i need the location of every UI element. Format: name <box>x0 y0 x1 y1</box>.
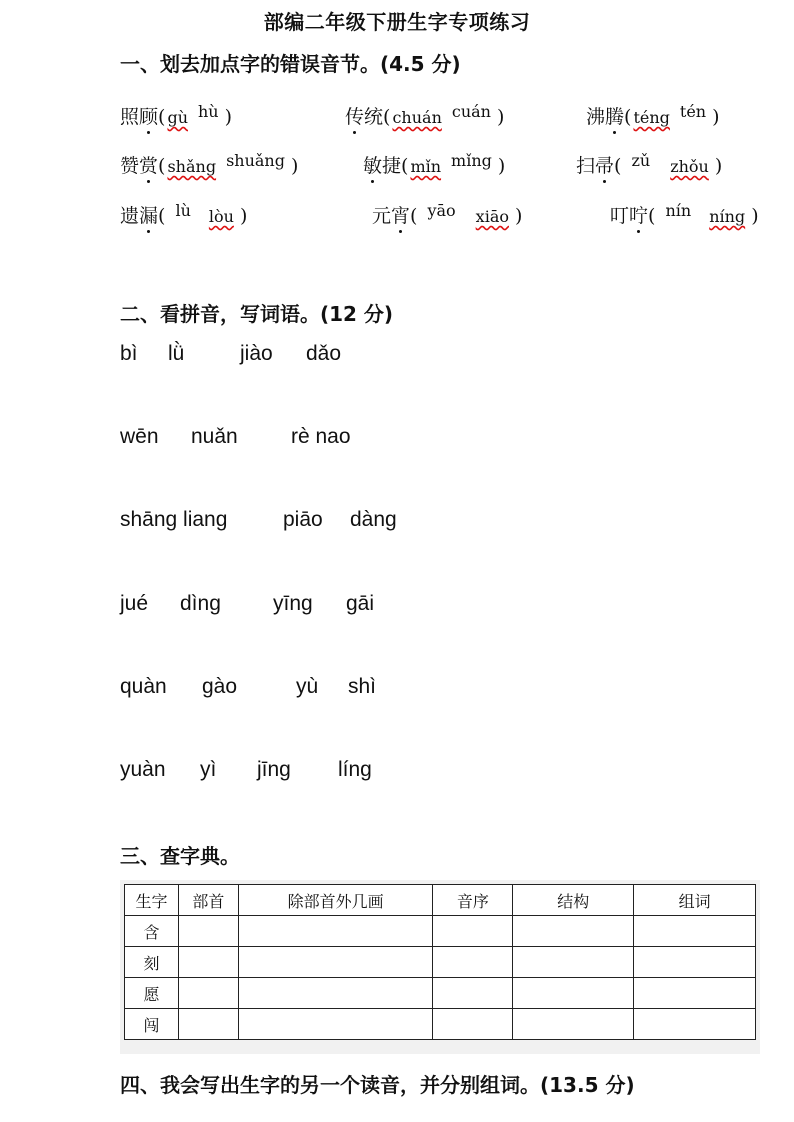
pinyin-syllable: yù <box>296 675 319 698</box>
q1-word <box>576 155 614 177</box>
table-row <box>125 916 756 947</box>
q1-word <box>586 106 624 128</box>
pinyin-syllable: wēn <box>120 425 159 448</box>
q1-word <box>363 155 401 177</box>
pinyin-syllable: quàn <box>120 675 167 698</box>
section-3-heading: 三、查字典。 <box>120 844 240 868</box>
answer-cell[interactable] <box>634 978 756 1009</box>
word-char: 扫 <box>576 155 596 177</box>
header-cell: 音序 <box>433 885 513 916</box>
page-title: 部编二年级下册生字专项练习 <box>263 10 531 34</box>
header-cell: 除部首外几画 <box>238 885 433 916</box>
pinyin-syllable: shāng liang <box>120 508 228 531</box>
char-cell: 含 <box>125 916 179 947</box>
answer-cell[interactable] <box>238 978 433 1009</box>
q1-word <box>120 155 158 177</box>
q1-pinyin-a: xiāo <box>475 207 509 226</box>
char-cell: 愿 <box>125 978 179 1009</box>
table-row <box>125 978 756 1009</box>
char-cell: 刻 <box>125 947 179 978</box>
pinyin-syllable: bì <box>120 342 138 365</box>
pinyin-syllable: dàng <box>350 508 397 531</box>
q1-item: 遗漏( $^{lù}$ lòu ) <box>120 201 248 227</box>
answer-cell[interactable] <box>433 947 513 978</box>
dotted-char: 咛 <box>629 205 649 227</box>
word-char: 统 <box>364 106 384 128</box>
pinyin-syllable: yīng <box>273 592 313 615</box>
answer-cell[interactable] <box>433 978 513 1009</box>
q1-pinyin-b: mǐng <box>451 151 492 170</box>
q1-row <box>120 201 790 237</box>
table-row <box>125 947 756 978</box>
section-2-heading: 二、看拼音，写词语。(12 分) <box>120 302 394 326</box>
pinyin-syllable: lǜ <box>168 342 185 365</box>
word-char: 赞 <box>120 155 140 177</box>
header-cell: 部首 <box>178 885 238 916</box>
dotted-char: 漏 <box>139 205 159 227</box>
pinyin-syllable: jué <box>120 592 149 615</box>
answer-cell[interactable] <box>634 1009 756 1040</box>
pinyin-syllable: gāi <box>346 592 375 615</box>
word-char: 叮 <box>610 205 630 227</box>
q1-item: 叮咛( $^{nín}$ níng ) <box>610 201 759 227</box>
answer-cell[interactable] <box>238 916 433 947</box>
answer-cell[interactable] <box>513 947 634 978</box>
q1-pinyin-b: hù <box>198 102 219 121</box>
q1-word <box>345 106 383 128</box>
pinyin-syllable: dǎo <box>306 342 342 365</box>
q1-pinyin-b: lù <box>175 201 191 220</box>
dotted-char: 宵 <box>391 205 411 227</box>
q1-pinyin-a: gù <box>167 108 188 127</box>
dotted-char: 赏 <box>139 155 159 177</box>
answer-cell[interactable] <box>513 1009 634 1040</box>
q1-pinyin-b: tén <box>679 102 707 121</box>
section-4-heading: 四、我会写出生字的另一个读音，并分别组词。(13.5 分) <box>120 1073 635 1097</box>
header-cell: 组词 <box>634 885 756 916</box>
dotted-char: 腾 <box>605 106 625 128</box>
q1-pinyin-b: zǔ <box>631 151 651 170</box>
q1-pinyin-a: níng <box>709 207 746 226</box>
q1-item: 扫帚( $^{zǔ}$ zhǒu ) <box>576 151 723 177</box>
q1-pinyin-b: shuǎng <box>226 151 285 170</box>
q1-item: 传统( chuán $^{cuán}$ ) <box>345 102 505 128</box>
answer-cell[interactable] <box>433 916 513 947</box>
q1-row <box>120 151 790 187</box>
pinyin-syllable: rè nao <box>291 425 351 448</box>
answer-cell[interactable] <box>178 978 238 1009</box>
dotted-char: 传 <box>345 106 365 128</box>
table-header-row <box>125 885 756 916</box>
char-cell: 闯 <box>125 1009 179 1040</box>
word-char: 元 <box>372 205 392 227</box>
word-char: 沸 <box>586 106 606 128</box>
answer-cell[interactable] <box>634 916 756 947</box>
q1-pinyin-a: zhǒu <box>670 157 709 176</box>
answer-cell[interactable] <box>634 947 756 978</box>
dictionary-table <box>124 884 756 1040</box>
q1-pinyin-b: cuán <box>451 102 491 121</box>
pinyin-syllable: dìng <box>180 592 221 615</box>
word-char: 照 <box>120 106 140 128</box>
section-1-heading: 一、划去加点字的错误音节。(4.5 分) <box>120 52 461 76</box>
q1-item: 沸腾( téng $^{tén}$ ) <box>586 102 720 128</box>
answer-cell[interactable] <box>513 916 634 947</box>
q1-item: 敏捷( mǐn $^{mǐng}$ ) <box>363 151 506 177</box>
pinyin-syllable: yuàn <box>120 758 166 781</box>
dotted-char: 帚 <box>595 155 615 177</box>
q1-pinyin-a: lòu <box>208 207 234 226</box>
answer-cell[interactable] <box>178 947 238 978</box>
q1-pinyin-b: yāo <box>427 201 456 220</box>
answer-cell[interactable] <box>433 1009 513 1040</box>
pinyin-syllable: gào <box>202 675 238 698</box>
q1-word <box>610 205 648 227</box>
q1-row <box>120 102 790 138</box>
q1-word <box>120 205 158 227</box>
answer-cell[interactable] <box>513 978 634 1009</box>
q1-item: 照顾( gù $^{hù}$ ) <box>120 102 233 128</box>
table-row <box>125 1009 756 1040</box>
pinyin-syllable: yì <box>200 758 217 781</box>
pinyin-syllable: nuǎn <box>191 425 238 448</box>
pinyin-syllable: jiào <box>240 342 273 365</box>
pinyin-syllable: líng <box>338 758 372 781</box>
q1-word <box>120 106 158 128</box>
q1-pinyin-b: nín <box>665 201 692 220</box>
header-cell: 生字 <box>125 885 179 916</box>
q1-pinyin-a: mǐn <box>410 157 442 176</box>
pinyin-syllable: shì <box>348 675 377 698</box>
pinyin-syllable: jīng <box>257 758 291 781</box>
q1-pinyin-a: shǎng <box>167 157 217 176</box>
answer-cell[interactable] <box>238 947 433 978</box>
word-char: 遗 <box>120 205 140 227</box>
q1-word <box>372 205 410 227</box>
dotted-char: 敏 <box>363 155 383 177</box>
dotted-char: 顾 <box>139 106 159 128</box>
answer-cell[interactable] <box>178 916 238 947</box>
pinyin-syllable: piāo <box>283 508 323 531</box>
q1-pinyin-a: téng <box>633 108 670 127</box>
header-cell: 结构 <box>513 885 634 916</box>
q1-pinyin-a: chuán <box>392 108 442 127</box>
answer-cell[interactable] <box>178 1009 238 1040</box>
dictionary-table-frame <box>120 880 760 1054</box>
q1-item: 赞赏( shǎng $^{shuǎng}$ ) <box>120 151 299 177</box>
q1-item: 元宵( $^{yāo}$ xiāo ) <box>372 201 523 227</box>
answer-cell[interactable] <box>238 1009 433 1040</box>
word-char: 捷 <box>382 155 402 177</box>
